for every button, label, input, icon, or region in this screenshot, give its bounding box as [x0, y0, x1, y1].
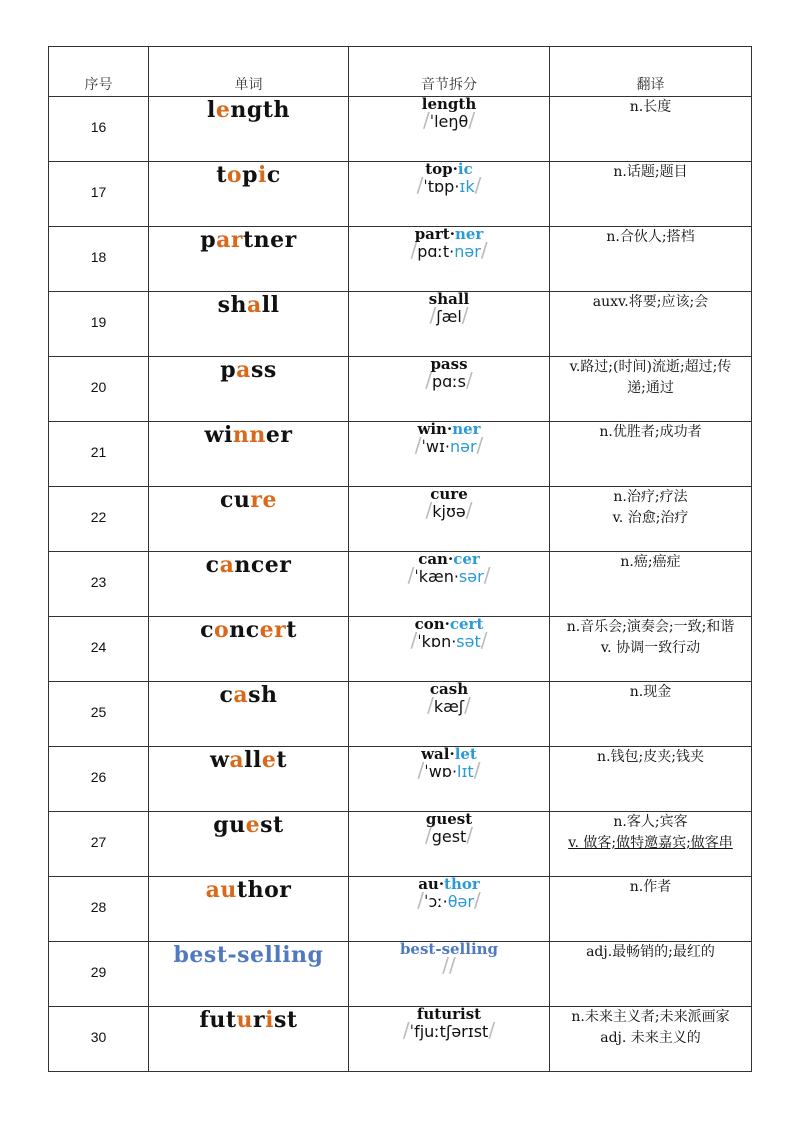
- phonetic-transcription: [349, 433, 549, 457]
- text-segment: p: [242, 162, 258, 188]
- translation-cell: [550, 487, 752, 552]
- translation-cell: [550, 227, 752, 292]
- row-number-cell: [49, 1007, 149, 1072]
- text-segment: sh: [248, 682, 278, 708]
- phonetic-transcription: [349, 628, 549, 652]
- syllable-cell: [349, 877, 550, 942]
- row-number-cell: [49, 292, 149, 357]
- syllable-cell: [349, 292, 550, 357]
- translation-cell: [550, 747, 752, 812]
- phonetic-transcription: [349, 173, 549, 197]
- syllable-split: [349, 552, 549, 567]
- row-number-cell: [49, 747, 149, 812]
- text-segment: o: [226, 162, 243, 188]
- text-segment: i: [257, 162, 267, 188]
- text-segment: cure: [430, 485, 468, 503]
- phonetic-transcription: [349, 888, 549, 912]
- translation-cell: [550, 942, 752, 1007]
- text-segment: r: [253, 1007, 266, 1033]
- syllable-split: [349, 682, 549, 697]
- slash-mark: /: [466, 823, 474, 847]
- table-row: [49, 617, 752, 682]
- text-segment: p: [220, 357, 237, 383]
- text-segment: ngth: [230, 97, 290, 123]
- syllable-cell: [349, 227, 550, 292]
- text-segment: a: [246, 292, 262, 318]
- row-number: 26: [90, 769, 107, 785]
- text-segment: length: [421, 95, 477, 113]
- vocab-word: [149, 422, 348, 454]
- vocab-word: [149, 487, 348, 519]
- table-row: [49, 162, 752, 227]
- row-number-cell: [49, 877, 149, 942]
- translation-line: n.癌;癌症: [620, 554, 681, 570]
- text-segment: nər: [454, 242, 481, 261]
- text-segment: futurist: [416, 1005, 482, 1023]
- table-row: [49, 682, 752, 747]
- text-segment: pass: [430, 355, 468, 373]
- word-cell: [149, 357, 349, 422]
- slash-mark: /: [442, 953, 449, 977]
- translation-line: n.话题;题目: [613, 164, 688, 180]
- text-segment: sh: [217, 292, 247, 318]
- text-segment: ˈɔː·: [424, 892, 448, 911]
- text-segment: u: [236, 1007, 254, 1033]
- text-segment: st: [274, 1007, 298, 1033]
- vocab-word: [149, 227, 348, 259]
- translation-line: v. 协调一致行动: [600, 640, 701, 656]
- translation-line: adj. 未来主义的: [600, 1030, 701, 1046]
- vocab-word: [149, 1007, 348, 1039]
- text-segment: pɑːs: [431, 372, 467, 391]
- text-segment: let: [454, 745, 477, 763]
- translation-cell: [550, 812, 752, 877]
- text-segment: t: [286, 617, 297, 643]
- syllable-split: [349, 487, 549, 502]
- syllable-cell: [349, 552, 550, 617]
- text-segment: kæʃ: [433, 697, 465, 716]
- text-segment: cash: [429, 680, 469, 698]
- text-segment: thor: [236, 877, 292, 903]
- slash-mark: /: [476, 433, 484, 457]
- text-segment: l: [207, 97, 216, 123]
- table-row: [49, 227, 752, 292]
- syllable-split: [349, 357, 549, 372]
- text-segment: ˈkɒn·: [417, 632, 457, 651]
- text-segment: shall: [428, 290, 470, 308]
- row-number: 27: [90, 834, 107, 850]
- syllable-split: [349, 617, 549, 632]
- text-segment: kjʊə: [432, 502, 466, 521]
- text-segment: t: [216, 162, 227, 188]
- table-row: [49, 357, 752, 422]
- row-number: 28: [90, 899, 107, 915]
- text-segment: ll: [244, 747, 262, 773]
- row-number: 22: [90, 509, 107, 525]
- text-segment: au: [205, 877, 237, 903]
- syllable-cell: [349, 162, 550, 227]
- table-row: [49, 942, 752, 1007]
- translation-line: auxv.将要;应该;会: [592, 294, 709, 310]
- text-segment: e: [261, 747, 277, 773]
- text-segment: ic: [457, 160, 473, 178]
- text-segment: a: [229, 747, 245, 773]
- translation-cell: [550, 422, 752, 487]
- text-segment: thor: [444, 875, 480, 893]
- text-segment: ner: [454, 225, 484, 243]
- slash-mark: /: [425, 368, 432, 392]
- row-number: 29: [90, 964, 107, 980]
- vocab-word: [149, 162, 348, 194]
- text-segment: nər: [449, 437, 477, 456]
- text-segment: ˈwɒ·: [424, 762, 458, 781]
- slash-mark: /: [410, 238, 418, 262]
- word-cell: [149, 812, 349, 877]
- word-cell: [149, 617, 349, 682]
- slash-mark: /: [402, 1018, 410, 1042]
- translation-line: v. 治愈;治疗: [612, 510, 689, 526]
- syllable-split: [349, 812, 549, 827]
- translation-line: n.钱包;皮夹;钱夹: [597, 749, 704, 765]
- text-segment: a: [233, 682, 249, 708]
- word-cell: [149, 487, 349, 552]
- row-number: 23: [90, 574, 107, 590]
- slash-mark: /: [449, 953, 456, 977]
- header-translation: 翻译: [550, 47, 752, 97]
- slash-mark: /: [465, 498, 473, 522]
- text-segment: c: [266, 162, 281, 188]
- text-segment: ner: [452, 420, 481, 438]
- translation-line: n.现金: [629, 684, 672, 700]
- table-row: [49, 487, 752, 552]
- phonetic-transcription: [349, 368, 549, 392]
- translation-line: v.路过;(时间)流逝;超过;传: [569, 359, 732, 375]
- slash-mark: /: [480, 238, 488, 262]
- slash-mark: /: [473, 758, 481, 782]
- translation-cell: [550, 682, 752, 747]
- syllable-cell: [349, 97, 550, 162]
- vocab-word: [149, 812, 348, 844]
- row-number: 16: [90, 119, 107, 135]
- word-cell: [149, 162, 349, 227]
- slash-mark: /: [422, 108, 430, 132]
- vocab-word: [149, 682, 348, 714]
- syllable-split: [349, 227, 549, 242]
- syllable-cell: [349, 422, 550, 487]
- word-cell: [149, 97, 349, 162]
- text-segment: best-selling: [399, 940, 499, 958]
- translation-line: 递;通过: [627, 380, 674, 396]
- vocab-word: [149, 357, 348, 389]
- text-segment: re: [250, 487, 277, 513]
- phonetic-transcription: [349, 563, 549, 587]
- word-cell: [149, 682, 349, 747]
- table-row: [49, 812, 752, 877]
- text-segment: tner: [243, 227, 297, 253]
- translation-line: n.未来主义者;未来派画家: [571, 1009, 730, 1025]
- row-number-cell: [49, 487, 149, 552]
- phonetic-transcription: [349, 303, 549, 327]
- translation-line: n.客人;宾客: [613, 814, 688, 830]
- text-segment: c: [200, 617, 215, 643]
- slash-mark: /: [414, 433, 422, 457]
- phonetic-transcription: [349, 953, 549, 977]
- vocab-word: [149, 292, 348, 324]
- phonetic-transcription: [349, 108, 549, 132]
- syllable-split: [349, 422, 549, 437]
- slash-mark: /: [474, 173, 482, 197]
- row-number: 20: [90, 379, 107, 395]
- syllable-cell: [349, 747, 550, 812]
- text-segment: wi: [204, 422, 233, 448]
- text-segment: cert: [449, 615, 484, 633]
- word-cell: [149, 292, 349, 357]
- row-number: 25: [90, 704, 107, 720]
- slash-mark: /: [488, 1018, 496, 1042]
- phonetic-transcription: [349, 823, 549, 847]
- slash-mark: /: [480, 628, 488, 652]
- text-segment: cer: [453, 550, 480, 568]
- text-segment: e: [215, 97, 231, 123]
- syllable-cell: [349, 617, 550, 682]
- slash-mark: /: [417, 758, 425, 782]
- syllable-cell: [349, 487, 550, 552]
- syllable-split: [349, 877, 549, 892]
- text-segment: ˈwɪ·: [421, 437, 450, 456]
- text-segment: ɪk: [459, 177, 475, 196]
- vocabulary-table: [48, 46, 752, 1072]
- slash-mark: /: [425, 498, 433, 522]
- slash-mark: /: [427, 693, 434, 717]
- text-segment: ˈleŋθ: [429, 112, 469, 131]
- text-segment: nc: [229, 617, 260, 643]
- phonetic-transcription: [349, 1018, 549, 1042]
- text-segment: c: [205, 552, 220, 578]
- slash-mark: /: [473, 888, 481, 912]
- text-segment: wal·: [421, 745, 455, 763]
- translation-line: n.优胜者;成功者: [599, 424, 702, 440]
- table-row: [49, 552, 752, 617]
- translation-cell: [550, 617, 752, 682]
- vocab-word: [149, 552, 348, 584]
- text-segment: guest: [425, 810, 473, 828]
- translation-line: n.作者: [629, 879, 672, 895]
- word-cell: [149, 877, 349, 942]
- syllable-cell: [349, 1007, 550, 1072]
- table-row: [49, 747, 752, 812]
- translation-line: adj.最畅销的;最红的: [586, 944, 715, 960]
- text-segment: sət: [456, 632, 481, 651]
- text-segment: cu: [220, 487, 251, 513]
- syllable-cell: [349, 942, 550, 1007]
- translation-cell: [550, 97, 752, 162]
- word-cell: [149, 1007, 349, 1072]
- row-number: 24: [90, 639, 107, 655]
- text-segment: t: [276, 747, 288, 773]
- translation-line: n.治疗;疗法: [613, 489, 688, 505]
- table-row: [49, 877, 752, 942]
- row-number: 18: [90, 249, 107, 265]
- translation-cell: [550, 162, 752, 227]
- text-segment: top·: [425, 160, 458, 178]
- header-number: 序号: [49, 47, 149, 97]
- table-row: [49, 292, 752, 357]
- word-cell: [149, 747, 349, 812]
- syllable-split: [349, 292, 549, 307]
- word-cell: [149, 942, 349, 1007]
- vocab-word: [149, 97, 348, 129]
- row-number: 21: [90, 444, 107, 460]
- word-cell: [149, 227, 349, 292]
- text-segment: con·: [414, 615, 450, 633]
- phonetic-transcription: [349, 693, 549, 717]
- slash-mark: /: [461, 303, 469, 327]
- text-segment: er: [265, 422, 293, 448]
- slash-mark: /: [468, 108, 476, 132]
- syllable-split: [349, 97, 549, 112]
- text-segment: ˈtɒp·: [423, 177, 460, 196]
- table-header-row: [49, 47, 752, 97]
- row-number: 17: [90, 184, 107, 200]
- text-segment: i: [265, 1007, 274, 1033]
- text-segment: st: [260, 812, 284, 838]
- translation-cell: [550, 552, 752, 617]
- translation-cell: [550, 292, 752, 357]
- slash-mark: /: [466, 368, 473, 392]
- text-segment: ll: [261, 292, 280, 318]
- word-cell: [149, 552, 349, 617]
- row-number-cell: [49, 682, 149, 747]
- row-number-cell: [49, 357, 149, 422]
- text-segment: ʃæl: [436, 307, 462, 326]
- row-number-cell: [49, 97, 149, 162]
- text-segment: part·: [414, 225, 455, 243]
- row-number-cell: [49, 617, 149, 682]
- syllable-split: [349, 747, 549, 762]
- text-segment: gu: [213, 812, 246, 838]
- translation-cell: [550, 357, 752, 422]
- slash-mark: /: [483, 563, 491, 587]
- vocab-word: [149, 877, 348, 909]
- vocab-word: [149, 747, 348, 779]
- row-number: 30: [90, 1029, 107, 1045]
- header-word: 单词: [149, 47, 349, 97]
- text-segment: sər: [458, 567, 484, 586]
- slash-mark: /: [464, 693, 471, 717]
- syllable-cell: [349, 357, 550, 422]
- row-number-cell: [49, 942, 149, 1007]
- text-segment: au·: [418, 875, 445, 893]
- text-segment: ncer: [234, 552, 292, 578]
- translation-line: n.音乐会;演奏会;一致;和谐: [566, 619, 735, 635]
- syllable-cell: [349, 682, 550, 747]
- syllable-split: [349, 162, 549, 177]
- text-segment: er: [259, 617, 287, 643]
- phonetic-transcription: [349, 238, 549, 262]
- vocab-word: [149, 617, 348, 649]
- slash-mark: /: [424, 823, 432, 847]
- text-segment: best-selling: [173, 942, 324, 968]
- text-segment: o: [214, 617, 230, 643]
- table-row: [49, 1007, 752, 1072]
- text-segment: gest: [431, 827, 467, 846]
- row-number-cell: [49, 227, 149, 292]
- translation-line: n.长度: [629, 99, 672, 115]
- text-segment: e: [245, 812, 261, 838]
- text-segment: fut: [199, 1007, 237, 1033]
- slash-mark: /: [417, 888, 425, 912]
- translation-cell: [550, 1007, 752, 1072]
- text-segment: a: [219, 552, 235, 578]
- phonetic-transcription: [349, 498, 549, 522]
- text-segment: c: [219, 682, 234, 708]
- text-segment: p: [200, 227, 217, 253]
- slash-mark: /: [407, 563, 415, 587]
- slash-mark: /: [410, 628, 418, 652]
- row-number-cell: [49, 422, 149, 487]
- table-row: [49, 97, 752, 162]
- table-row: [49, 422, 752, 487]
- text-segment: w: [209, 747, 230, 773]
- text-segment: ˈkæn·: [414, 567, 459, 586]
- text-segment: a: [236, 357, 251, 383]
- translation-line: n.合伙人;搭档: [606, 229, 695, 245]
- text-segment: lɪt: [457, 762, 474, 781]
- phonetic-transcription: [349, 758, 549, 782]
- row-number-cell: [49, 812, 149, 877]
- text-segment: ˈfjuːtʃərɪst: [409, 1022, 489, 1041]
- header-syllables: 音节拆分: [349, 47, 550, 97]
- text-segment: can·: [418, 550, 454, 568]
- text-segment: win·: [417, 420, 453, 438]
- slash-mark: /: [429, 303, 437, 327]
- syllable-cell: [349, 812, 550, 877]
- vocab-word: [149, 942, 348, 974]
- slash-mark: /: [416, 173, 424, 197]
- text-segment: ar: [216, 227, 243, 253]
- translation-line: v. 做客;做特邀嘉宾;做客串: [568, 835, 733, 851]
- row-number: 19: [90, 314, 107, 330]
- syllable-split: [349, 1007, 549, 1022]
- text-segment: θər: [447, 892, 474, 911]
- row-number-cell: [49, 162, 149, 227]
- word-cell: [149, 422, 349, 487]
- row-number-cell: [49, 552, 149, 617]
- text-segment: nn: [232, 422, 266, 448]
- text-segment: pɑːt·: [417, 242, 455, 261]
- translation-cell: [550, 877, 752, 942]
- text-segment: ss: [250, 357, 277, 383]
